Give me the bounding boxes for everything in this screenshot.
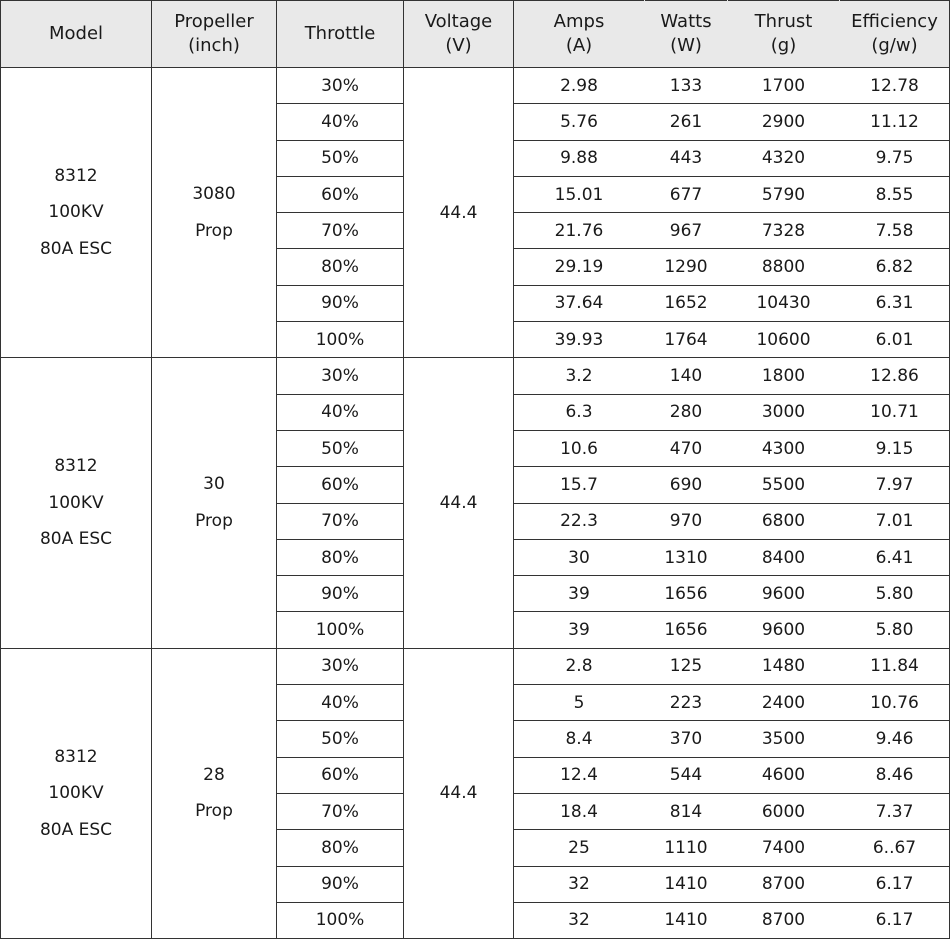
- model-cell: [1, 358, 152, 648]
- table-row: [1, 358, 950, 394]
- model-cell: [1, 68, 152, 358]
- table-header: [1, 1, 950, 68]
- thrust-cell: 10430: [728, 285, 840, 321]
- propeller-line: Prop: [195, 220, 233, 241]
- watts-cell: 370: [645, 721, 728, 757]
- header-efficiency: Efficiency (g/w): [840, 1, 950, 68]
- efficiency-cell: 5.80: [840, 576, 950, 612]
- watts-cell: 677: [645, 176, 728, 212]
- watts-cell: 1652: [645, 285, 728, 321]
- throttle-cell: 40%: [277, 394, 404, 430]
- thrust-cell: 4320: [728, 140, 840, 176]
- watts-cell: 1310: [645, 539, 728, 575]
- watts-cell: 125: [645, 648, 728, 684]
- amps-cell: 25: [514, 830, 645, 866]
- model-line: 80A ESC: [39, 238, 113, 259]
- throttle-cell: 70%: [277, 213, 404, 249]
- header-model: Model: [1, 1, 152, 68]
- model-line: 100KV: [48, 202, 104, 223]
- watts-cell: 140: [645, 358, 728, 394]
- efficiency-cell: 6.17: [840, 902, 950, 938]
- throttle-cell: 60%: [277, 757, 404, 793]
- propeller-line: 30: [203, 474, 225, 495]
- amps-cell: 10.6: [514, 430, 645, 466]
- thrust-cell: 4300: [728, 430, 840, 466]
- table-body: [1, 68, 950, 939]
- amps-cell: 18.4: [514, 793, 645, 829]
- watts-cell: 544: [645, 757, 728, 793]
- model-cell: [1, 648, 152, 938]
- throttle-cell: 90%: [277, 866, 404, 902]
- thrust-cell: 1480: [728, 648, 840, 684]
- model-line: 8312: [54, 456, 98, 477]
- watts-cell: 1656: [645, 576, 728, 612]
- amps-cell: 2.8: [514, 648, 645, 684]
- efficiency-cell: 10.71: [840, 394, 950, 430]
- throttle-cell: 50%: [277, 140, 404, 176]
- amps-cell: 3.2: [514, 358, 645, 394]
- throttle-cell: 50%: [277, 430, 404, 466]
- thrust-cell: 8700: [728, 902, 840, 938]
- throttle-cell: 90%: [277, 576, 404, 612]
- amps-cell: 32: [514, 866, 645, 902]
- header-watts: Watts (W): [645, 1, 728, 68]
- table-row: [1, 68, 950, 104]
- voltage-cell: 44.4: [404, 68, 514, 358]
- amps-cell: 39.93: [514, 322, 645, 358]
- amps-cell: 6.3: [514, 394, 645, 430]
- efficiency-cell: 7.58: [840, 213, 950, 249]
- thrust-cell: 3500: [728, 721, 840, 757]
- watts-cell: 690: [645, 467, 728, 503]
- throttle-cell: 30%: [277, 68, 404, 104]
- throttle-cell: 30%: [277, 358, 404, 394]
- voltage-cell: 44.4: [404, 358, 514, 648]
- throttle-cell: 70%: [277, 793, 404, 829]
- thrust-cell: 2400: [728, 685, 840, 721]
- amps-cell: 21.76: [514, 213, 645, 249]
- thrust-cell: 9600: [728, 612, 840, 648]
- header-throttle: Throttle: [277, 1, 404, 68]
- watts-cell: 443: [645, 140, 728, 176]
- model-line: 100KV: [48, 783, 104, 804]
- header-amps: Amps (A): [514, 1, 645, 68]
- watts-cell: 470: [645, 430, 728, 466]
- watts-cell: 967: [645, 213, 728, 249]
- throttle-cell: 80%: [277, 249, 404, 285]
- thrust-cell: 8800: [728, 249, 840, 285]
- model-line: 100KV: [48, 492, 104, 513]
- watts-cell: 970: [645, 503, 728, 539]
- throttle-cell: 80%: [277, 830, 404, 866]
- thrust-cell: 6000: [728, 793, 840, 829]
- propeller-line: 3080: [192, 184, 236, 205]
- efficiency-cell: 12.86: [840, 358, 950, 394]
- efficiency-cell: 7.97: [840, 467, 950, 503]
- efficiency-cell: 7.37: [840, 793, 950, 829]
- header-propeller: Propeller (inch): [152, 1, 277, 68]
- throttle-cell: 40%: [277, 104, 404, 140]
- propeller-line: Prop: [195, 511, 233, 532]
- amps-cell: 39: [514, 576, 645, 612]
- thrust-cell: 1700: [728, 68, 840, 104]
- thrust-cell: 5790: [728, 176, 840, 212]
- throttle-cell: 50%: [277, 721, 404, 757]
- watts-cell: 1410: [645, 902, 728, 938]
- model-line: 80A ESC: [39, 819, 113, 840]
- propeller-line: Prop: [195, 801, 233, 822]
- efficiency-cell: 6.01: [840, 322, 950, 358]
- watts-cell: 1110: [645, 830, 728, 866]
- propeller-cell: [152, 648, 277, 938]
- throttle-cell: 80%: [277, 539, 404, 575]
- throttle-cell: 100%: [277, 322, 404, 358]
- watts-cell: 223: [645, 685, 728, 721]
- efficiency-cell: 10.76: [840, 685, 950, 721]
- thrust-cell: 10600: [728, 322, 840, 358]
- thrust-cell: 8400: [728, 539, 840, 575]
- watts-cell: 814: [645, 793, 728, 829]
- efficiency-cell: 6..67: [840, 830, 950, 866]
- watts-cell: 133: [645, 68, 728, 104]
- efficiency-cell: 6.41: [840, 539, 950, 575]
- thrust-cell: 3000: [728, 394, 840, 430]
- thrust-cell: 6800: [728, 503, 840, 539]
- amps-cell: 15.7: [514, 467, 645, 503]
- voltage-cell: 44.4: [404, 648, 514, 938]
- thrust-cell: 7328: [728, 213, 840, 249]
- header-thrust: Thrust (g): [728, 1, 840, 68]
- thrust-cell: 1800: [728, 358, 840, 394]
- efficiency-cell: 6.82: [840, 249, 950, 285]
- watts-cell: 280: [645, 394, 728, 430]
- throttle-cell: 60%: [277, 467, 404, 503]
- throttle-cell: 90%: [277, 285, 404, 321]
- amps-cell: 5.76: [514, 104, 645, 140]
- model-line: 8312: [54, 165, 98, 186]
- amps-cell: 15.01: [514, 176, 645, 212]
- throttle-cell: 100%: [277, 902, 404, 938]
- model-line: 80A ESC: [39, 529, 113, 550]
- watts-cell: 261: [645, 104, 728, 140]
- amps-cell: 2.98: [514, 68, 645, 104]
- throttle-cell: 30%: [277, 648, 404, 684]
- watts-cell: 1656: [645, 612, 728, 648]
- efficiency-cell: 8.46: [840, 757, 950, 793]
- propeller-cell: [152, 68, 277, 358]
- thrust-cell: 4600: [728, 757, 840, 793]
- header-row: [1, 1, 950, 68]
- amps-cell: 29.19: [514, 249, 645, 285]
- amps-cell: 12.4: [514, 757, 645, 793]
- propeller-line: 28: [203, 764, 225, 785]
- efficiency-cell: 11.84: [840, 648, 950, 684]
- efficiency-cell: 9.15: [840, 430, 950, 466]
- model-line: 8312: [54, 746, 98, 767]
- amps-cell: 9.88: [514, 140, 645, 176]
- throttle-cell: 40%: [277, 685, 404, 721]
- throttle-cell: 100%: [277, 612, 404, 648]
- efficiency-cell: 6.17: [840, 866, 950, 902]
- watts-cell: 1290: [645, 249, 728, 285]
- efficiency-cell: 8.55: [840, 176, 950, 212]
- efficiency-cell: 5.80: [840, 612, 950, 648]
- amps-cell: 8.4: [514, 721, 645, 757]
- amps-cell: 5: [514, 685, 645, 721]
- watts-cell: 1410: [645, 866, 728, 902]
- propeller-cell: [152, 358, 277, 648]
- amps-cell: 22.3: [514, 503, 645, 539]
- thrust-cell: 2900: [728, 104, 840, 140]
- thrust-cell: 7400: [728, 830, 840, 866]
- thrust-cell: 9600: [728, 576, 840, 612]
- amps-cell: 37.64: [514, 285, 645, 321]
- watts-cell: 1764: [645, 322, 728, 358]
- thrust-cell: 8700: [728, 866, 840, 902]
- header-voltage: Voltage (V): [404, 1, 514, 68]
- amps-cell: 32: [514, 902, 645, 938]
- table-row: [1, 648, 950, 684]
- amps-cell: 39: [514, 612, 645, 648]
- thrust-cell: 5500: [728, 467, 840, 503]
- efficiency-cell: 9.46: [840, 721, 950, 757]
- amps-cell: 30: [514, 539, 645, 575]
- efficiency-cell: 9.75: [840, 140, 950, 176]
- efficiency-cell: 6.31: [840, 285, 950, 321]
- efficiency-cell: 12.78: [840, 68, 950, 104]
- efficiency-cell: 11.12: [840, 104, 950, 140]
- efficiency-cell: 7.01: [840, 503, 950, 539]
- throttle-cell: 70%: [277, 503, 404, 539]
- throttle-cell: 60%: [277, 176, 404, 212]
